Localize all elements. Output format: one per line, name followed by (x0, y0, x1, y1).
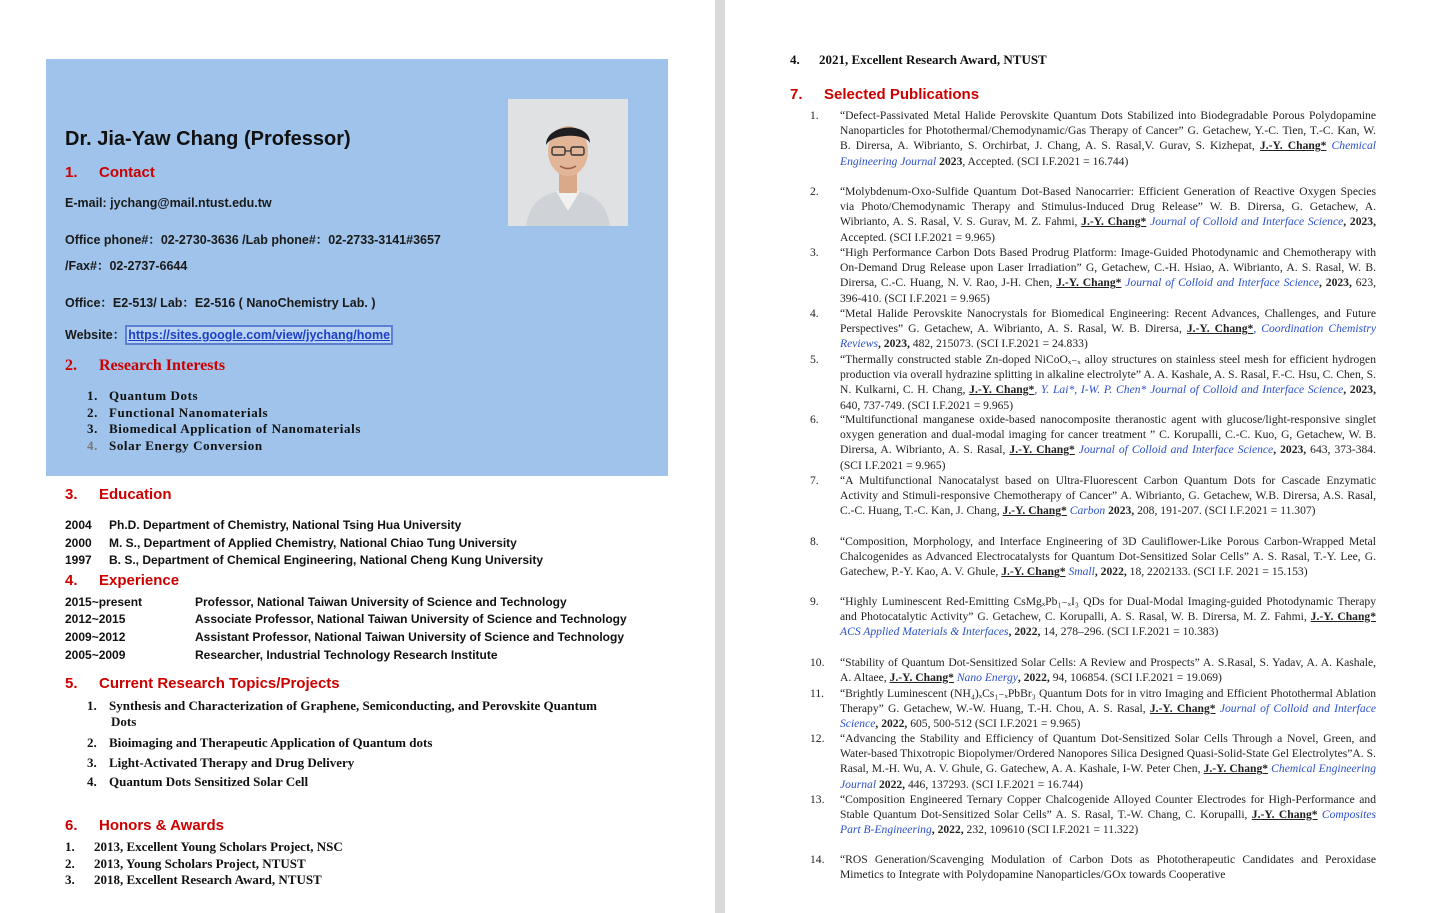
honor-text: 2013, Young Scholars Project, NTUST (94, 856, 306, 871)
publication-citation: “Defect-Passivated Metal Halide Perovskite Quantum Dots Stabilized into Biodegradable Porous Polydopamine Nanoparticles for Photothermal/Chemodynamic/Gas Therapy of Cancer” G. Getachew, Y.-C. Tien, T.-C. Kan, W. B. Dirersa, A. Wibrianto, S. Orchirbat, J. Chang, A. S. Rasal,V. Gurav, S. Kizhepat, (840, 109, 1376, 153)
topics-number: 5. (65, 675, 78, 692)
publication-details: 18, 2202133. (SCI I.F. 2021 = 15.153) (1126, 565, 1308, 579)
list-item (87, 421, 361, 437)
publication-number: 12. (810, 732, 825, 745)
publication-author: J.-Y. Chang* (1251, 808, 1318, 822)
publication-journal: Chemical Engineering Journal (840, 139, 1376, 168)
topic-number: 2. (87, 735, 97, 750)
publication-year: , 2022, (1094, 565, 1127, 579)
honors-title: Honors & Awards (99, 817, 225, 834)
experience-row (65, 595, 567, 609)
publication-author: J.-Y. Chang* (1081, 215, 1147, 229)
publication-details: , Accepted. (SCI I.F.2021 = 16.744) (962, 154, 1129, 168)
publication-item (810, 245, 1376, 306)
topic-item (87, 774, 308, 790)
honor-number: 3. (65, 872, 75, 887)
honor-text: 2018, Excellent Research Award, NTUST (94, 872, 322, 887)
publication-text (840, 108, 1376, 169)
publication-details: 94, 106854. (SCI I.F.2021 = 19.069) (1049, 671, 1222, 685)
honor-item (65, 872, 322, 888)
publication-text (840, 306, 1376, 352)
publication-citation: “Molybdenum-Oxo-Sulfide Quantum Dot-Based Nanocarrier: Efficient Generation of Reactive Oxygen Species via Photo/Chemodynamic Therapy and Stimulus-Induced Drug Release” W. B. Dirersa, G. Getachew, A. Wibrianto, A. S. Rasal, V. S. Gurav, M. Z. Fahmi, (840, 185, 1376, 229)
publication-author: J.-Y. Chang* (1001, 565, 1066, 579)
education-year: 2004 (65, 518, 92, 532)
publication-item (810, 731, 1376, 792)
publication-year: , 2023, (878, 337, 910, 351)
topic-continuation: Dots (111, 714, 137, 729)
experience-text: Researcher, Industrial Technology Research Institute (195, 648, 498, 662)
contact-number: 1. (65, 164, 78, 181)
list-text: Solar Energy Conversion (109, 438, 263, 453)
fax-line: /Fax#：02-2737-6644 (65, 259, 188, 273)
list-text: Quantum Dots (109, 388, 199, 403)
publication-citation: “Composition, Morphology, and Interface Engineering of 3D Cauliflower-Like Porous Carbon-Wrapped Metal Chalcogenides as Advanced Electrocatalysts for Quantum Dot-Sensitized Solar Cells” A. S. Rasal, T.-Y. Lee, G. Gatechew, P.-Y. Kao, A. V. Ghule, (840, 535, 1376, 579)
publication-author: J.-Y. Chang* (1310, 610, 1377, 624)
experience-text: Assistant Professor, National Taiwan University of Science and Technology (195, 630, 624, 644)
publication-number: 5. (810, 353, 819, 366)
education-row (65, 553, 543, 567)
education-text: Ph.D. Department of Chemistry, National Tsing Hua University (109, 518, 462, 532)
publication-year: , 2022, (1008, 625, 1041, 639)
publication-number: 13. (810, 793, 825, 806)
topic-text: Synthesis and Characterization of Graphene, Semiconducting, and Perovskite Quantum (109, 698, 598, 713)
publication-number: 9. (810, 595, 819, 608)
topic-text: Quantum Dots Sensitized Solar Cell (109, 774, 309, 789)
publication-text (840, 852, 1376, 882)
contact-heading (65, 164, 155, 181)
publication-journal: Journal of Colloid and Interface Science (1146, 215, 1344, 229)
publication-text (840, 352, 1376, 413)
education-text: M. S., Department of Applied Chemistry, National Chiao Tung University (109, 536, 517, 550)
cv-page-right (725, 0, 1441, 913)
publication-citation: “A Multifunctional Nanocatalyst based on Ultra-Fluorescent Carbon Quantum Dots for Cascade Enzymatic Activity and Stimuli-responsive Chemotherapy of Cancer” A. Wibrianto, G. Getachew, W.B. Dirersa, A.S. Rasal, C.-C. Huang, T.-C. Kan, J. Chang, (840, 474, 1376, 518)
list-number: 1. (87, 388, 98, 403)
publication-number: 8. (810, 535, 819, 548)
phone-line: Office phone#：02-2730-3636 /Lab phone#：02-2733-3141#3657 (65, 233, 441, 247)
cv-page-left (0, 0, 715, 913)
education-heading (65, 486, 172, 503)
publication-journal: , Y. Lai*, I-W. P. Chen* Journal of Colloid and Interface Science (1034, 383, 1344, 397)
publication-author: J.-Y. Chang* (1203, 762, 1269, 776)
publication-year: , 2022, (931, 823, 964, 837)
publication-journal: Journal of Colloid and Interface Science (1074, 443, 1274, 457)
office-line: Office：E2-513/ Lab：E2-516 ( NanoChemistry Lab. ) (65, 296, 376, 310)
publications-heading (790, 86, 979, 103)
publication-item (810, 534, 1376, 580)
honor-text: 2013, Excellent Young Scholars Project, NSC (94, 839, 343, 854)
education-text: B. S., Department of Chemical Engineering, National Cheng Kung University (109, 553, 544, 567)
publication-citation: “High Performance Carbon Dots Based Prodrug Platform: Image-Guided Photodynamic and Chemotherapy with On-Demand Drug Release upon Laser Irradiation” G, Getachew, C.-H. Hsiao, A. Wibrianto, A. S. Rasal, W. B. Dirersa, C.-C. Huang, N. V. Rao, J-H. Chen, (840, 246, 1376, 290)
contact-title: Contact (99, 164, 155, 181)
experience-period: 2005~2009 (65, 648, 126, 662)
publication-number: 3. (810, 246, 819, 259)
honor-text: 2021, Excellent Research Award, NTUST (819, 52, 1047, 67)
publication-item (810, 412, 1376, 473)
honor-item (65, 856, 306, 872)
topic-number: 4. (87, 774, 97, 789)
honor-number: 1. (65, 839, 75, 854)
publication-citation: “ROS Generation/Scavenging Modulation of Carbon Dots as Phototherapeutic Candidates and Peroxidase Mimetics to Integrate with Polydopamine Nanoparticles/GOx towards Cooperative (840, 853, 1376, 882)
publication-author: J.-Y. Chang* (1056, 276, 1122, 290)
profile-photo (508, 99, 628, 226)
publication-citation: “Composition Engineered Ternary Copper Chalcogenide Alloyed Counter Electrodes for High-Performance and Stable Quantum Dot-Sensitized Solar Cells” A. S. Rasal, T.-W. Chang, C. Korupalli, (840, 793, 1376, 822)
publication-item (810, 686, 1376, 732)
publication-item (810, 108, 1376, 169)
experience-row (65, 612, 627, 626)
list-item (87, 438, 263, 454)
list-item (87, 388, 198, 404)
publication-author: J.-Y. Chang* (1009, 443, 1075, 457)
publication-citation: “Stability of Quantum Dot-Sensitized Solar Cells: A Review and Prospects” A. S.Rasal, S. Yadav, A. A. Kashale, A. Altaee, (840, 656, 1376, 685)
publication-journal: ACS Applied Materials & Interfaces (840, 625, 1009, 639)
publication-details: 208, 191-207. (SCI I.F.2021 = 11.307) (1134, 504, 1316, 518)
profile-photo-icon (508, 99, 628, 226)
publication-journal: Composites Part B-Engineering (840, 808, 1377, 837)
publication-item (810, 473, 1376, 519)
publication-author: J.-Y. Chang* (889, 671, 954, 685)
experience-period: 2012~2015 (65, 612, 126, 626)
topics-title: Current Research Topics/Projects (99, 675, 340, 692)
publication-text (840, 792, 1376, 838)
page-gutter (715, 0, 725, 913)
publication-journal: Journal of Colloid and Interface Science (840, 702, 1376, 731)
publication-text (840, 655, 1376, 685)
publication-journal: Journal of Colloid and Interface Science (1121, 276, 1320, 290)
publication-text (840, 184, 1376, 245)
publication-item (810, 655, 1376, 685)
list-number: 2. (87, 405, 98, 420)
publication-details: 643, 373-384. (SCI I.F.2021 = 9.965) (840, 443, 1376, 472)
research-interests-number: 2. (65, 357, 77, 374)
publication-number: 11. (810, 687, 825, 700)
publication-number: 6. (810, 413, 819, 426)
publication-journal: , Coordination Chemistry Reviews (840, 322, 1376, 351)
publication-item (810, 792, 1376, 838)
publication-journal: Chemical Engineering Journal (840, 762, 1376, 791)
list-number: 3. (87, 421, 98, 436)
topics-heading (65, 675, 340, 692)
publication-citation: “Advancing the Stability and Efficiency of Quantum Dot-Sensitized Solar Cells Through a Novel, Green, and Water-based Thixotropic Biopolymer/Ordered Nanopores Silica Designed Quasi-Solid-State Gel Electrolytes”A. S. Rasal, M.-H. Wu, A. V. Ghule, G. Gatechew, A. A. Kashale, I-W. Peter Chen, (840, 732, 1376, 776)
publication-year: 2023, (1105, 504, 1135, 518)
experience-period: 2009~2012 (65, 630, 126, 644)
publication-citation: “Brightly Luminescent (NH₄)ₓCs₁₋ₓPbBr₃ Quantum Dots for in vitro Imaging and Efficient Photothermal Ablation Therapy” G. Getachew, W.-W. Huang, T.-H. Chou, A. S. Rasal, (840, 687, 1376, 716)
experience-title: Experience (99, 572, 180, 589)
honor-item (790, 52, 1047, 68)
publications-title: Selected Publications (824, 86, 980, 103)
publication-year: , 2022, (1017, 671, 1050, 685)
publication-year: , 2022, (875, 717, 908, 731)
publication-citation: “Thermally constructed stable Zn-doped NiCoOₓ₋ₓ alloy structures on stainless steel mesh for efficient hydrogen production via overall hydrazine splitting in alkaline electrolyte” A. A. Kashale, A. S. Rasal, F.-C. Hsu, C. Chen, S. N. Kulkarni, C. H. Chang, (840, 353, 1376, 397)
publication-details: 482, 215073. (SCI I.F.2021 = 24.833) (909, 337, 1088, 351)
experience-period: 2015~present (65, 595, 143, 609)
research-interests-heading (65, 357, 225, 375)
publication-author: J.-Y. Chang* (1259, 139, 1327, 153)
publication-number: 2. (810, 185, 819, 198)
research-interests-title: Research Interests (99, 357, 226, 374)
person-name: Dr. Jia-Yaw Chang (Professor) (65, 128, 351, 150)
website-label: Website： (65, 328, 126, 342)
publication-text (840, 245, 1376, 306)
list-number: 4. (87, 438, 98, 453)
list-item (87, 405, 268, 421)
topic-number: 3. (87, 755, 97, 770)
honor-item (65, 839, 343, 855)
honors-number: 6. (65, 817, 78, 834)
honors-heading (65, 817, 224, 834)
publication-text (840, 686, 1376, 732)
publication-details: 605, 500-512 (SCI I.F.2021 = 9.965) (907, 717, 1081, 731)
topic-text: Light-Activated Therapy and Drug Delivery (109, 755, 355, 770)
email-line: E-mail: jychang@mail.ntust.edu.tw (65, 196, 272, 210)
publications-number: 7. (790, 86, 803, 103)
publication-text (840, 534, 1376, 580)
publication-item (810, 352, 1376, 413)
publication-text (840, 594, 1376, 640)
education-title: Education (99, 486, 172, 503)
publication-citation: “Metal Halide Perovskite Nanocrystals for Biomedical Engineering: Recent Advances, Challenges, and Future Perspectives” G. Getachew, A. Wibrianto, A. S. Rasal, W. B. Dirersa, (840, 307, 1376, 336)
publication-citation: “Multifunctional manganese oxide-based nanocomposite theranostic agent with glucose/light-responsive singlet oxygen generation and dual-modal imaging for cancer treatment ” C. Korupalli, C.-C. Kuo, G, Getachew, W. B. Dirersa, A. Wibrianto, A. S. Rasal, (840, 413, 1376, 457)
topic-text: Bioimaging and Therapeutic Application of Quantum dots (109, 735, 433, 750)
publication-item (810, 594, 1376, 640)
honor-number: 2. (65, 856, 75, 871)
publication-journal: Small (1065, 565, 1095, 579)
publication-year: , 2023, (1343, 215, 1376, 229)
publication-item (810, 852, 1376, 882)
publication-text (840, 412, 1376, 473)
publication-year: 2023 (936, 154, 963, 168)
publication-year: , 2023, (1319, 276, 1352, 290)
publication-item (810, 306, 1376, 352)
topic-item (87, 735, 432, 751)
experience-number: 4. (65, 572, 78, 589)
experience-row (65, 648, 498, 662)
publication-author: J.-Y. Chang* (1002, 504, 1067, 518)
publication-details: 640, 737-749. (SCI I.F.2021 = 9.965) (840, 398, 1014, 412)
list-text: Functional Nanomaterials (109, 405, 269, 420)
publication-number: 4. (810, 307, 819, 320)
publication-year: , 2023, (1273, 443, 1307, 457)
publication-text (840, 473, 1376, 519)
topic-number: 1. (87, 698, 97, 713)
education-row (65, 536, 517, 550)
publication-number: 10. (810, 656, 825, 669)
publication-details: 623, 396-410. (SCI I.F.2021 = 9.965) (840, 276, 1377, 305)
publication-details: Accepted. (SCI I.F.2021 = 9.965) (840, 230, 996, 244)
publication-author: J.-Y. Chang* (1149, 702, 1216, 716)
education-year: 2000 (65, 536, 92, 550)
education-year: 1997 (65, 553, 92, 567)
publication-details: 232, 109610 (SCI I.F.2021 = 11.322) (963, 823, 1139, 837)
publication-author: J.-Y. Chang* (1186, 322, 1254, 336)
experience-text: Associate Professor, National Taiwan University of Science and Technology (195, 612, 627, 626)
list-text: Biomedical Application of Nanomaterials (109, 421, 361, 436)
website-link[interactable]: https://sites.google.com/view/jychang/home (125, 325, 393, 345)
publication-number: 7. (810, 474, 819, 487)
website-line (65, 325, 393, 343)
honor-number: 4. (790, 52, 800, 67)
publication-number: 1. (810, 109, 819, 122)
publication-details: 14, 278–296. (SCI I.F.2021 = 10.383) (1040, 625, 1219, 639)
education-number: 3. (65, 486, 78, 503)
experience-row (65, 630, 624, 644)
publication-journal: Nano Energy (953, 671, 1018, 685)
topic-item (87, 755, 354, 771)
topic-item (87, 698, 597, 714)
publication-year: 2022, (876, 777, 906, 791)
experience-text: Professor, National Taiwan University of Science and Technology (195, 595, 567, 609)
education-row (65, 518, 461, 532)
publication-year: , 2023, (1343, 383, 1377, 397)
publication-journal: Carbon (1066, 504, 1106, 518)
publication-citation: “Highly Luminescent Red-Emitting CsMgₓPb₁₋ₓI₃ QDs for Dual-Modal Imaging-guided Photodynamic Therapy and Photocatalytic Activity” G. Getachew, C. Korupalli, A. S. Rasal, W. B. Dirersa, M. Z. Fahmi, (840, 595, 1376, 624)
experience-heading (65, 572, 179, 589)
publication-author: J.-Y. Chang* (969, 383, 1035, 397)
publication-details: 446, 137293. (SCI I.F.2021 = 16.744) (905, 777, 1083, 791)
publication-item (810, 184, 1376, 245)
publication-number: 14. (810, 853, 825, 866)
publication-text (840, 731, 1376, 792)
